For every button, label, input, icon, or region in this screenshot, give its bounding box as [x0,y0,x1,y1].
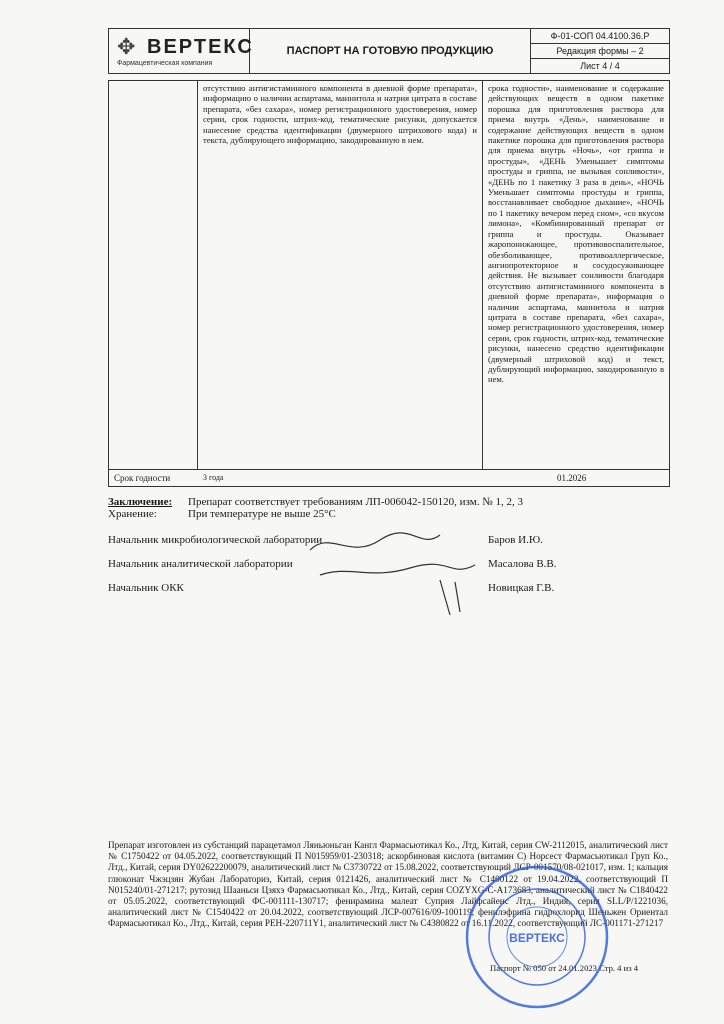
logo-subtitle: Фармацевтическая компания [117,60,213,67]
document-header [108,28,670,74]
footer-materials-note: Препарат изготовлен из субстанций парацетамол Ляньюньган Кангл Фармасьютикал Ко., Лтд, Китай, серия CW-2112015, аналитический лист № С1750422 от 04.05.2022, соответствующий П N015959/01-230318; аскорбиновая кислота (витамин С) Норсест Фармасьютикал Груп Ко., Лтд., Китай, серия DY02622200079, аналитический лист № С3730722 от 15.08.2022, соответствующий ЛСР-001570/08-021017, изм. 1; кальция глюконат Чжэцзян Жубан Лабораториз, Китай, серия 0121426, аналитический лист № С1400122 от 19.04.2022, соответствующий П N015240/01-271217; рутозид Шааньси Цзяхэ Фармасьютикал Ко., Лтд., Китай, серия COZYXG-C-A173683, аналитический лист № С1840422 от 05.05.2022, соответствующий ФС-001111-130717; фенирамина малеат Суприя Лайфсайенс Лтд., Индия, серия SLL/P/1221036, аналитический лист № С1540422 от 20.04.2022, соответствующий ЛСР-007616/09-100119; фенилэфрина гидрохлорид Шеньжен Ориентал Фармасьютикал Ко., Лтд., Китай, серия PEH-220711Y1, аналитический лист № С4380822 от 16.11.2022, соответствующий ЛС-001171-271217 [108,840,668,929]
expiry-value: 3 года [203,473,224,482]
logo-mark-icon: ✥ [117,34,136,59]
signature-name: Новицкая Г.В. [488,582,555,594]
spec-table [108,80,670,487]
signature-name: Масалова В.В. [488,558,557,570]
company-logo [109,29,254,73]
table-col-results [483,81,669,469]
expiry-date: 01.2026 [557,473,587,483]
signature-name: Баров И.Ю. [488,534,543,546]
conclusion-label: Заключение: [108,496,173,508]
document-title: ПАСПОРТ НА ГОТОВУЮ ПРОДУКЦИЮ [250,29,531,73]
handwritten-signatures [290,520,490,620]
storage-value: При температуре не выше 25°С [188,508,336,520]
results-text: срока годности», наименование и содержание действующих веществ в одном пакетике порошка для приготовления раствора для приема внутрь «День», наименование и содержание действующих веществ в одном пакетике порошка для приготовления раствора для приема внутрь «Ночь», «от гриппа и простуды», «ДЕНЬ Уменьшает симптомы простуды и гриппа, не вызывая сонливости», «ДЕНЬ по 1 пакетику 3 раза в день», «НОЧЬ Уменьшает симптомы простуды и гриппа, восстанавливает свободное дыхание», «НОЧЬ по 1 пакетику вечером перед сном», «со вкусом лимона», «Комбинированный препарат от гриппа и простуды. Оказывает жаропонижающее, противовоспалительное, обезболивающее, противоаллергическое, ангиопротекторное и сосудосуживающее действия. Не вызывает сонливости благодаря отсутствию антигистаминного компонента в дневной форме препарата», информация о наличии аспартама, маннитола и натрия цитрата в составе препарата, «без сахара», номер регистрационного удостоверения, номер серии, срок годности, штрих-код, тематические рисунки, нанесено средство идентификации (двумерный штриховой код) и текст, дублирующий информацию, закодированную в нем. [488,83,664,385]
document-meta [531,29,669,73]
conclusion-block [108,496,668,520]
requirements-text: отсутствию антигистаминного компонента в дневной форме препарата», информацию о наличии аспартама, маннитола и натрия цитрата в составе препарата, «без сахара», номер регистрационного удостоверения, номер серии, срок годности, штрих-код, тематические рисунки, допускается нанесение средства идентификации (двумерного штрихового кода) и текста, дублирующего информацию, закодированную в нем. [203,83,477,146]
signature-position: Начальник аналитической лаборатории [108,558,293,570]
conclusion-value: Препарат соответствует требованиям ЛП-006042-150120, изм. № 1, 2, 3 [188,496,523,508]
company-seal-icon [462,862,612,1012]
storage-label: Хранение: [108,508,157,520]
table-col-characteristic [109,81,198,469]
signature-position: Начальник ОКК [108,582,184,594]
seal-text: ВЕРТЕКС [509,931,565,945]
page-reference: Паспорт № 050 от 24.01.2023 Стр. 4 из 4 [490,963,639,973]
logo-brand: ВЕРТЕКС [147,36,254,58]
sheet-number: Лист 4 / 4 [580,61,620,71]
table-col-requirements [198,81,483,469]
signature-position: Начальник микробиологической лаборатории [108,534,323,546]
expiry-row [109,469,669,487]
expiry-label: Срок годности [114,473,171,483]
form-revision: Редакция формы – 2 [531,44,669,59]
doc-code: Ф-01-СОП 04.4100.36.Р [531,29,669,44]
